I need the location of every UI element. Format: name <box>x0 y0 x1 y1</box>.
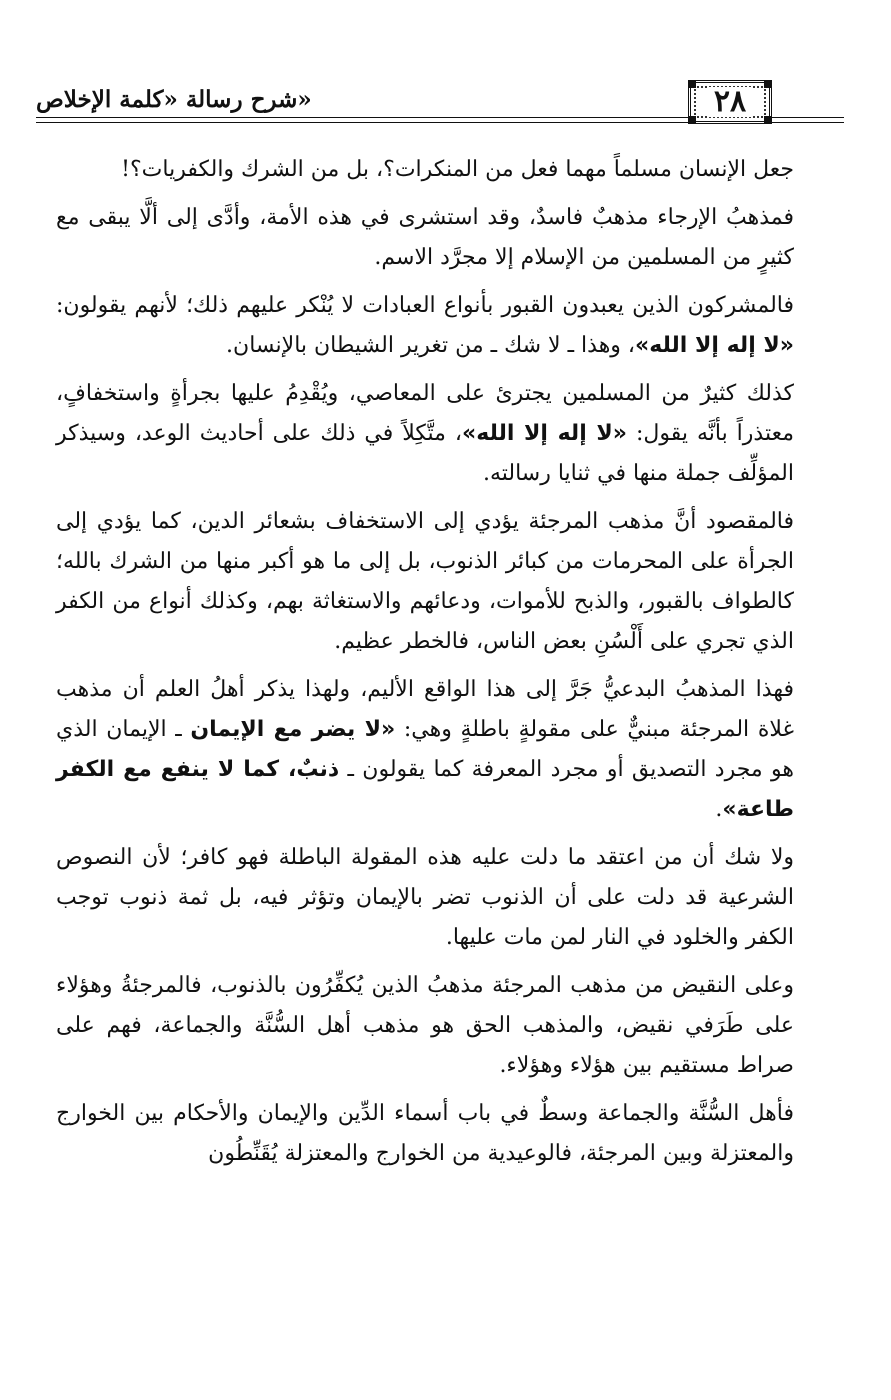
paragraph-text: . <box>715 797 723 822</box>
frame-corner-ornament <box>764 80 772 88</box>
paragraph <box>56 838 794 958</box>
paragraph-text: فالمشركون الذين يعبدون القبور بأنواع العبادات لا يُنْكر عليهم ذلك؛ لأنهم يقولون: <box>56 293 794 318</box>
paragraph-text: وعلى النقيض من مذهب المرجئة مذهبُ الذين يُكفِّرُون بالذنوب، فالمرجئةُ وهؤلاء على طَرَفي نقيض، والمذهب الحق هو مذهب أهل السُّنَّة والجماعة، فهم على صراط مستقيم بين هؤلاء وهؤلاء. <box>56 973 794 1078</box>
paragraph <box>56 966 794 1086</box>
paragraph <box>56 670 794 830</box>
paragraph-text: ـ الإيمان الذي هو مجرد التصديق أو مجرد المعرفة كما يقولون ـ <box>56 717 794 782</box>
header-rule-right <box>772 117 844 123</box>
bold-quote: «لا إله إلا الله» <box>462 421 627 446</box>
frame-corner-ornament <box>764 116 772 124</box>
paragraph-text: فالمقصود أنَّ مذهب المرجئة يؤدي إلى الاستخفاف بشعائر الدين، كما يؤدي إلى الجرأة على المحرمات من كبائر الذنوب، بل إلى ما هو أكبر منها من الشرك بالله؛ كالطواف بالقبور، والذبح للأموات، ودعائهم والاستغاثة بهم، وكذلك أنواع من الكفر الذي تجري على أَلْسُنِ بعض الناس، فالخطر عظيم. <box>56 509 794 654</box>
paragraph-text: فمذهبُ الإرجاء مذهبٌ فاسدٌ، وقد استشرى في هذه الأمة، وأدَّى إلى ألَّا يبقى مع كثيرٍ من المسلمين من الإسلام إلا مجرَّد الاسم. <box>56 205 794 270</box>
header-title: شرح رسالة «كلمة الإخلاص» <box>36 86 312 113</box>
paragraph-text: ، وهذا ـ لا شك ـ من تغرير الشيطان بالإنسان. <box>226 333 636 358</box>
paragraph <box>56 502 794 662</box>
body-text <box>56 150 794 1182</box>
paragraph <box>56 286 794 366</box>
frame-corner-ornament <box>688 116 696 124</box>
bold-quote: «لا إله إلا الله» <box>635 333 794 358</box>
paragraph <box>56 150 794 190</box>
paragraph <box>56 1094 794 1174</box>
bold-quote: «لا يضر مع الإيمان <box>190 717 396 742</box>
paragraph-text: جعل الإنسان مسلماً مهما فعل من المنكرات؟، بل من الشرك والكفريات؟! <box>121 157 794 182</box>
paragraph-text: كذلك كثيرٌ من المسلمين يجترئ على المعاصي، ويُقْدِمُ عليها بجرأةٍ واستخفافٍ، معتذراً بأنَّه يقول: <box>56 381 794 446</box>
paragraph-text: ، متَّكِلاً في ذلك على أحاديث الوعد، وسيذكر المؤلِّف جملة منها في ثنايا رسالته. <box>56 421 794 486</box>
header-rule-left <box>36 117 756 123</box>
paragraph-text: فهذا المذهبُ البدعيُّ جَرَّ إلى هذا الواقع الأليم، ولهذا يذكر أهلُ العلم أن مذهب غلاة المرجئة مبنيٌّ على مقولةٍ باطلةٍ وهي: <box>56 677 794 742</box>
bold-quote: ذنبٌ، كما لا ينفع مع الكفر طاعة» <box>56 757 794 822</box>
paragraph <box>56 198 794 278</box>
running-header <box>36 80 844 128</box>
paragraph-text: فأهل السُّنَّة والجماعة وسطٌ في باب أسماء الدِّين والإيمان والأحكام بين الخوارج والمعتزلة وبين المرجئة، فالوعيدية من الخوارج والمعتزلة يُقَنِّطُون <box>56 1101 794 1166</box>
frame-corner-ornament <box>688 80 696 88</box>
page-number-frame <box>688 80 772 124</box>
paragraph <box>56 374 794 494</box>
paragraph-text: ولا شك أن من اعتقد ما دلت عليه هذه المقولة الباطلة فهو كافر؛ لأن النصوص الشرعية قد دلت على أن الذنوب تضر بالإيمان وتؤثر فيه، بل ثمة ذنوب توجب الكفر والخلود في النار لمن مات عليها. <box>56 845 794 950</box>
page-number: ٢٨ <box>708 87 752 117</box>
